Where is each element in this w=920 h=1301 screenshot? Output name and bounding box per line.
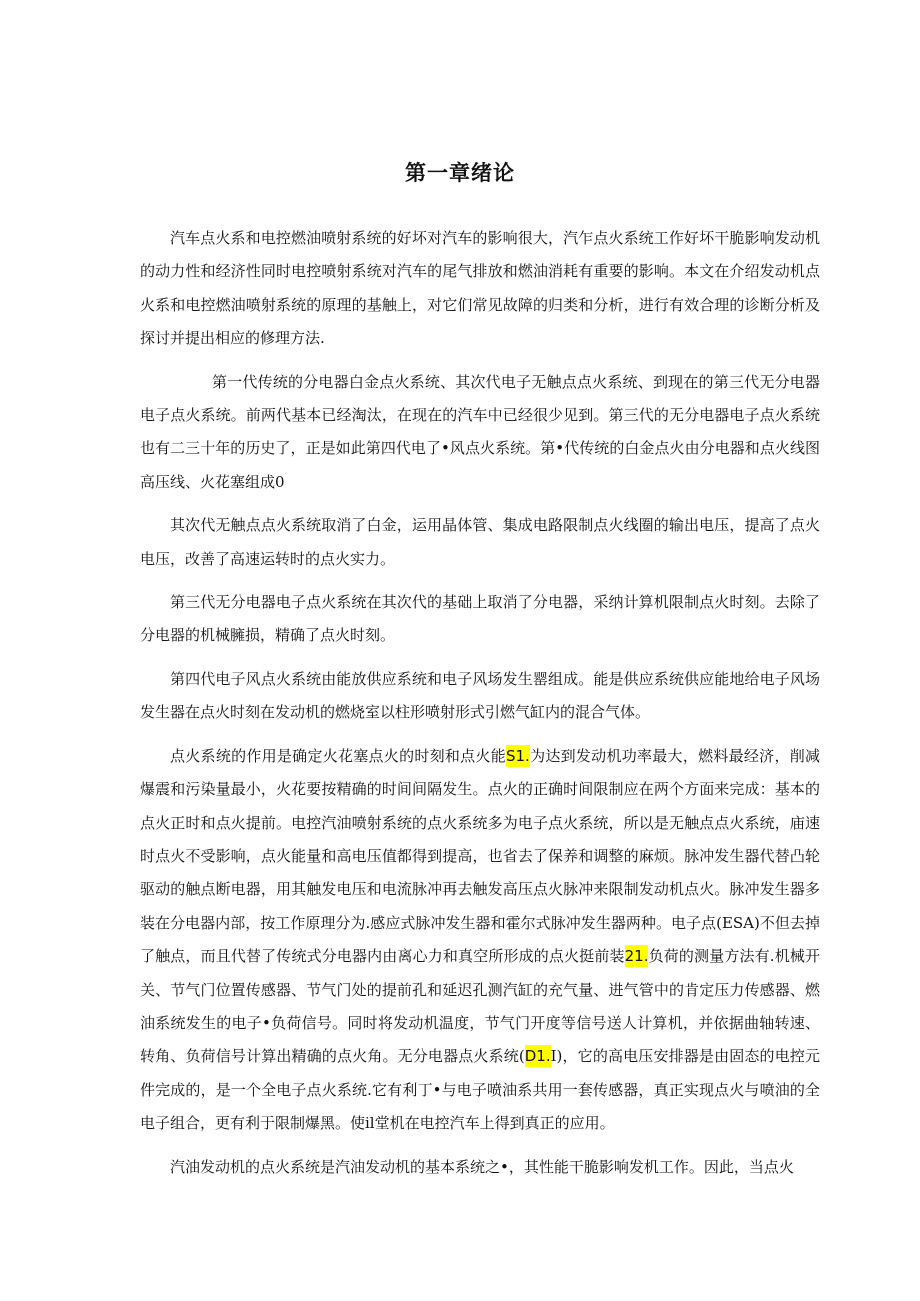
- highlighted-reference: D1.: [524, 1047, 551, 1066]
- highlighted-reference: 21.: [624, 947, 649, 966]
- paragraph: 其次代无触点点火系统取消了白金，运用晶体管、集成电路限制点火线圈的输出电压，提高了点火电压，改善了高速运转时的点火实力。: [140, 516, 820, 568]
- paragraph: 汽油发动机的点火系统是汽油发动机的基本系统之•，其性能干脆影响发机工作。因此，当点火: [170, 1157, 794, 1176]
- document-body: [140, 222, 820, 1194]
- paragraph: 汽车点火系和电控燃油喷射系统的好坏对汽车的影响很大，汽乍点火系统工作好坏干脆影响发动机的动力性和经济性同时电控喷射系统对汽车的尾气排放和燃油消耗有重要的影响。本文在介绍发动机点火系和电控燃油喷射系统的原理的基触上，对它们常见故障的归类和分析，进行有效合理的诊断分析及探讨并提出相应的修理方法.: [140, 229, 820, 348]
- paragraph: 第一代传统的分电器白金点火系统、其次代电子无触点点火系统、到现在的第三代无分电器电子点火系统。前两代基本已经淘汰，在现在的汽车中已经很少见到。第三代的无分电器电子点火系统也有二三十年的历史了，正是如此第四代电了•风点火系统。第•代传统的白金点火由分电器和点火线图高压线、火花塞组成0: [140, 372, 820, 491]
- paragraph: 第四代电子风点火系统由能放供应系统和电子风场发生罂组成。能是供应系统供应能地给电子风场发生器在点火时刻在发动机的燃烧室以柱形喷射形式引燃气缸内的混合气体。: [140, 669, 820, 722]
- paragraph-text: 负荷的测量方法有.机械开关、节气门位置传感器、节气门处的提前孔和延迟孔测汽缸的充气量、进气管中的肯定压力传感器、燃油系统发生的电子•负荷信号。同时将发动机温度，节气门开度等信号送人计算机，并依据曲轴转速、转角、负荷信号计算出精确的点火角。无分电器点火系统(: [140, 947, 820, 1066]
- paragraph: 第三代无分电器电子点火系统在其次代的基础上取消了分电器，采纳计算机限制点火时刻。去除了分电器的机械臃损，精确了点火时刻。: [140, 593, 820, 645]
- page-title: 第一章绪论: [405, 161, 515, 185]
- highlighted-reference: S1.: [505, 746, 530, 765]
- paragraph-text: I)，它的高电压安排器是由固态的电控元件完成的，是一个全电子点火系统.它有利丁•与电子喷油系共用一套传感器，真正实现点火与喷油的全电子组合，更有利于限制爆黑。使il堂机在电控汽车上得到真正的应用。: [140, 1047, 820, 1133]
- paragraph-ignition-function: [140, 740, 820, 1141]
- paragraph-text: 点火系统的作用是确定火花塞点火的时刻和点火能: [170, 746, 506, 765]
- paragraph-text: 为达到发动机功率最大，燃料最经济，削减爆震和污染量最小，火花要按精确的时间间隔发生。点火的正确时间限制应在两个方面来完成：基本的点火正时和点火提前。电控汽油喷射系统的点火系统多为电子点火系统，所以是无触点点火系统，庙速时点火不受影响，点火能量和高电压值都得到提高，也省去了保养和调整的麻烦。脉冲发生器代替凸轮驱动的触点断电器，用其触发电压和电流脉冲再去触发高压点火脉冲来限制发动机点火。脉冲发生器多装在分电器内部，按工作原理分为.感应式脉冲发生器和霍尔式脉冲发生器两种。电子点(ESA)不但去掉了触点，而且代替了传统式分电器内由离心力和真空所形成的点火挺前装: [140, 746, 820, 966]
